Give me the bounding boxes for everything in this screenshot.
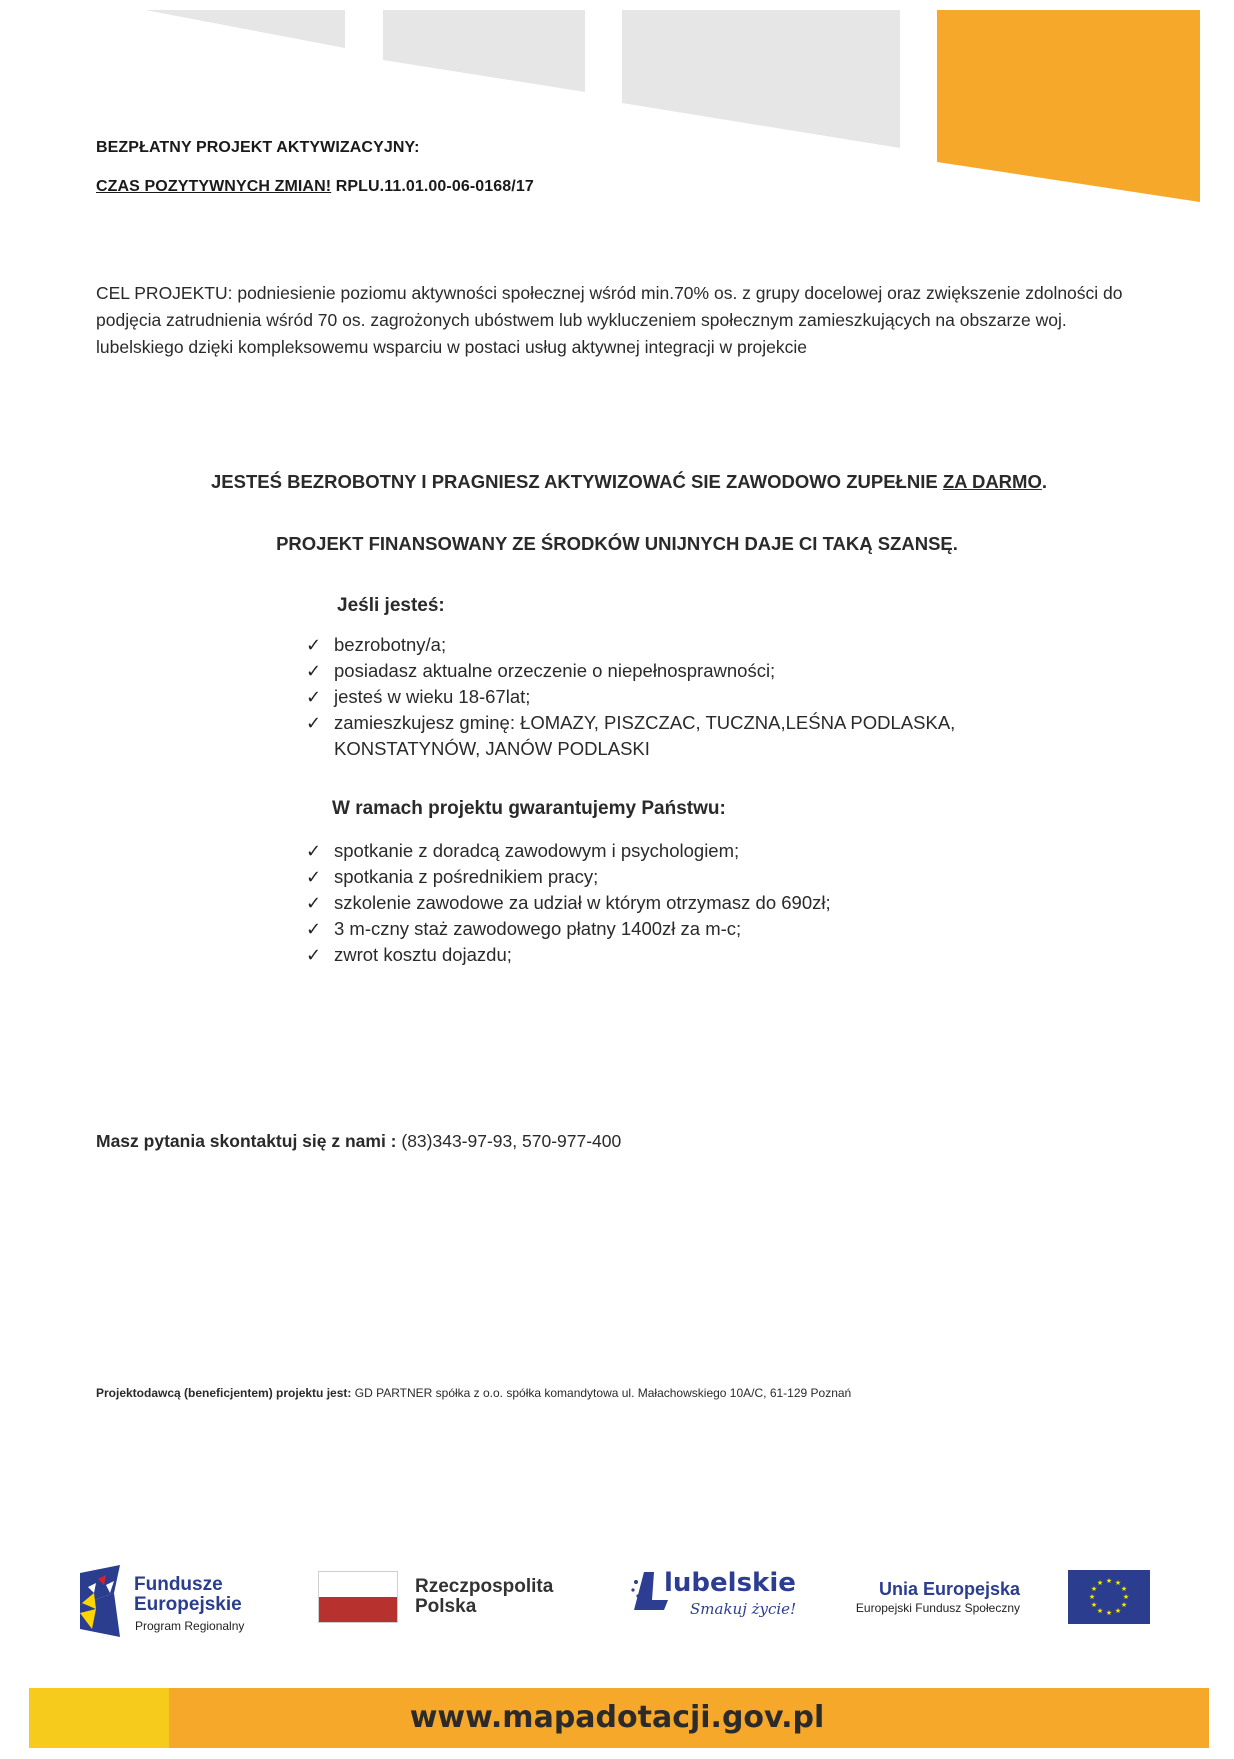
benefit-item-text: spotkanie z doradcą zawodowym i psychologiem;	[334, 840, 740, 861]
unia-europejska-logo	[855, 1570, 1150, 1630]
check-icon: ✓	[306, 867, 322, 887]
fe-emblem-icon	[80, 1565, 124, 1637]
poland-flag-icon	[318, 1571, 398, 1623]
rp-line-2: Polska	[415, 1596, 477, 1617]
eligibility-heading	[337, 595, 445, 617]
benefit-item-text: szkolenie zawodowe za udział w którym otrzymasz do 690zł;	[334, 892, 831, 913]
promo-line-1	[0, 471, 1234, 493]
goal-label: CEL PROJEKTU:	[96, 283, 233, 303]
list-item	[306, 864, 1066, 890]
benefit-item-text: zwrot kosztu dojazdu;	[334, 944, 512, 965]
svg-text:★: ★	[1114, 1607, 1122, 1615]
beneficiary-text: GD PARTNER spółka z o.o. spółka komandytowa ul. Małachowskiego 10A/C, 61-129 Poznań	[351, 1386, 852, 1400]
check-icon: ✓	[306, 661, 322, 681]
eligibility-heading-text: Jeśli jesteś:	[337, 595, 445, 616]
eu-flag-icon	[1068, 1570, 1150, 1624]
check-icon: ✓	[306, 687, 322, 707]
promo-line-1-text: JESTEŚ BEZROBOTNY I PRAGNIESZ AKTYWIZOWAĆ SIE ZAWODOWO ZUPEŁNIE	[211, 471, 943, 492]
svg-text:★: ★	[1096, 1579, 1104, 1587]
check-icon: ✓	[306, 713, 322, 733]
check-icon: ✓	[306, 919, 322, 939]
contact-line	[96, 1131, 621, 1152]
svg-text:★: ★	[1120, 1585, 1128, 1593]
project-goal	[96, 280, 1146, 361]
benefit-item-text: spotkania z pośrednikiem pracy;	[334, 866, 599, 887]
header-line-1-text: BEZPŁATNY PROJEKT AKTYWIZACYJNY:	[96, 139, 420, 156]
svg-text:★: ★	[1096, 1607, 1104, 1615]
list-item	[306, 684, 1066, 710]
goal-text: podniesienie poziomu aktywności społecznej wśród min.70% os. z grupy docelowej oraz zwiększenie zdolności do podjęcia zatrudnienia wśród 70 os. zagrożonych ubóstwem lub wykluczeniem społecznym zamieszkujących na obszarze woj. lubelskiego dzięki kompleksowemu wsparciu w postaci usług aktywnej integracji w projekcie	[96, 283, 1123, 357]
beneficiary-line	[96, 1386, 851, 1400]
project-code: RPLU.11.01.00-06-0168/17	[331, 178, 534, 195]
eligibility-item-text: zamieszkujesz gminę: ŁOMAZY, PISZCZAC, TUCZNA,LEŚNA PODLASKA, KONSTATYNÓW, JANÓW PODLASKI	[334, 712, 956, 759]
rp-line-1: Rzeczpospolita	[415, 1576, 554, 1597]
benefits-heading	[332, 798, 726, 820]
list-item	[306, 916, 1066, 942]
rzeczpospolita-polska-logo	[318, 1571, 568, 1631]
promo-free-text: ZA DARMO	[942, 471, 1042, 492]
eligibility-item-text: bezrobotny/a;	[334, 634, 447, 655]
check-icon: ✓	[306, 841, 322, 861]
footer-url-text[interactable]: www.mapadotacji.gov.pl	[409, 1700, 825, 1735]
footer-url-link[interactable]	[0, 1688, 1234, 1748]
beneficiary-label: Projektodawcą (beneficjentem) projektu jest:	[96, 1386, 352, 1400]
list-item	[306, 942, 1066, 968]
eligibility-list	[306, 632, 1066, 762]
svg-text:★: ★	[1114, 1579, 1122, 1587]
eligibility-item-text: jesteś w wieku 18-67lat;	[334, 686, 531, 707]
svg-text:★: ★	[1122, 1593, 1130, 1601]
benefits-list	[306, 838, 1066, 968]
check-icon: ✓	[306, 893, 322, 913]
ue-line-2: Europejski Fundusz Społeczny	[855, 1601, 1020, 1615]
contact-phones: (83)343-97-93, 570-977-400	[396, 1131, 622, 1151]
check-icon: ✓	[306, 945, 322, 965]
lubelskie-slogan: Smakuj życie!	[690, 1600, 797, 1618]
list-item	[306, 632, 1066, 658]
promo-line-2-text: PROJEKT FINANSOWANY ZE ŚRODKÓW UNIJNYCH DAJE CI TAKĄ SZANSĘ.	[276, 533, 958, 554]
promo-line-2	[0, 533, 1234, 555]
banner-shape-1	[145, 10, 345, 48]
svg-text:★: ★	[1120, 1601, 1128, 1609]
ue-line-1: Unia Europejska	[878, 1579, 1020, 1599]
svg-text:★: ★	[1088, 1593, 1096, 1601]
benefit-item-text: 3 m-czny staż zawodowego płatny 1400zł za m-c;	[334, 918, 742, 939]
svg-text:★: ★	[1090, 1585, 1098, 1593]
header-line-1	[96, 139, 420, 157]
rp-name	[415, 1577, 553, 1617]
fe-line-3: Program Regionalny	[135, 1619, 245, 1633]
project-name: CZAS POZYTYWNYCH ZMIAN!	[96, 178, 332, 195]
svg-text:★: ★	[1105, 1577, 1113, 1585]
check-icon: ✓	[306, 635, 322, 655]
fe-line-1: Fundusze	[134, 1574, 223, 1595]
banner-shape-3	[622, 10, 900, 148]
lubelskie-logo	[630, 1568, 800, 1628]
promo-line-1-dot: .	[1041, 471, 1047, 492]
banner-shape-2	[383, 10, 585, 92]
svg-text:★: ★	[1090, 1601, 1098, 1609]
lubelskie-word: lubelskie	[664, 1568, 796, 1598]
eligibility-item-text: posiadasz aktualne orzeczenie o niepełnosprawności;	[334, 660, 776, 681]
benefits-heading-text: W ramach projektu gwarantujemy Państwu:	[332, 798, 726, 819]
fe-name	[134, 1575, 242, 1615]
ue-text	[856, 1578, 1020, 1616]
project-title	[96, 178, 534, 196]
list-item	[306, 838, 1066, 864]
fe-line-2: Europejskie	[134, 1594, 242, 1615]
svg-text:★: ★	[1105, 1609, 1113, 1617]
list-item	[306, 658, 1066, 684]
contact-label: Masz pytania skontaktuj się z nami :	[96, 1131, 397, 1151]
list-item	[306, 890, 1066, 916]
fundusze-europejskie-logo	[80, 1565, 280, 1640]
list-item	[306, 710, 1066, 762]
banner-shape-orange	[937, 10, 1200, 202]
